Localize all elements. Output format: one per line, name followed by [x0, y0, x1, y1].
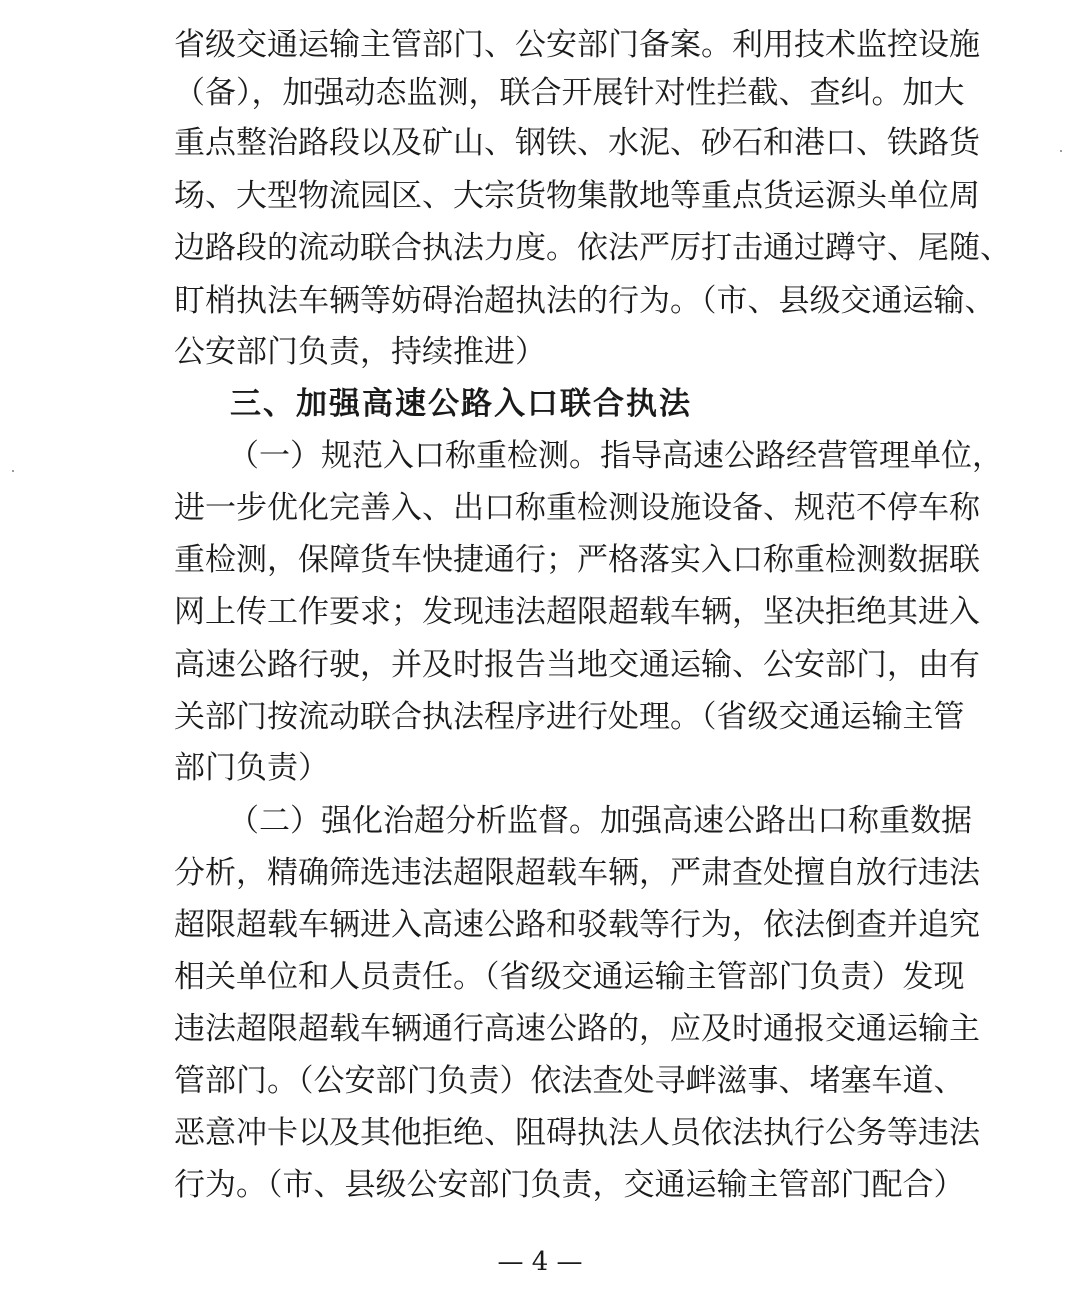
paragraph-line: 进一步优化完善入、出口称重检测设施设备、规范不停车称: [174, 490, 980, 526]
paragraph-line: 分析，精确筛选违法超限超载车辆，严肃查处擅自放行违法: [174, 855, 980, 891]
paragraph-line: 管部门。（公安部门负责）依法查处寻衅滋事、堵塞车道、: [174, 1063, 965, 1099]
section-heading: 三、加强高速公路入口联合执法: [230, 386, 692, 422]
scan-speck: [12, 470, 14, 472]
text-line: 边路段的流动联合执法力度。依法严厉打击通过蹲守、尾随、: [174, 230, 1011, 266]
paragraph-line: （二）强化治超分析监督。加强高速公路出口称重数据: [228, 803, 972, 839]
paragraph-line: 相关单位和人员责任。（省级交通运输主管部门负责）发现: [174, 959, 965, 995]
paragraph-line: 恶意冲卡以及其他拒绝、阻碍执法人员依法执行公务等违法: [174, 1115, 980, 1151]
page-number: — 4 —: [497, 1247, 583, 1277]
text-line: （备），加强动态监测，联合开展针对性拦截、查纠。加大: [174, 75, 965, 111]
text-line: 场、大型物流园区、大宗货物集散地等重点货运源头单位周: [174, 178, 980, 214]
scan-speck: [1060, 150, 1062, 152]
text-line: 省级交通运输主管部门、公安部门备案。利用技术监控设施: [174, 27, 980, 63]
paragraph-line: 超限超载车辆进入高速公路和驳载等行为，依法倒查并追究: [174, 907, 980, 943]
paragraph-line: 高速公路行驶，并及时报告当地交通运输、公安部门，由有: [174, 647, 980, 683]
paragraph-line: 重检测，保障货车快捷通行；严格落实入口称重检测数据联: [174, 542, 980, 578]
text-line: 公安部门负责，持续推进）: [174, 334, 546, 370]
paragraph-line: 部门负责）: [174, 750, 329, 786]
paragraph-line: 网上传工作要求；发现违法超限超载车辆，坚决拒绝其进入: [174, 594, 980, 630]
paragraph-line: （一）规范入口称重检测。指导高速公路经营管理单位，: [228, 438, 1003, 474]
text-line: 重点整治路段以及矿山、钢铁、水泥、砂石和港口、铁路货: [174, 125, 980, 161]
paragraph-line: 关部门按流动联合执法程序进行处理。（省级交通运输主管: [174, 699, 965, 735]
text-line: 盯梢执法车辆等妨碍治超执法的行为。（市、县级交通运输、: [174, 283, 996, 319]
paragraph-line: 违法超限超载车辆通行高速公路的，应及时通报交通运输主: [174, 1011, 980, 1047]
paragraph-line: 行为。（市、县级公安部门负责，交通运输主管部门配合）: [174, 1167, 965, 1203]
